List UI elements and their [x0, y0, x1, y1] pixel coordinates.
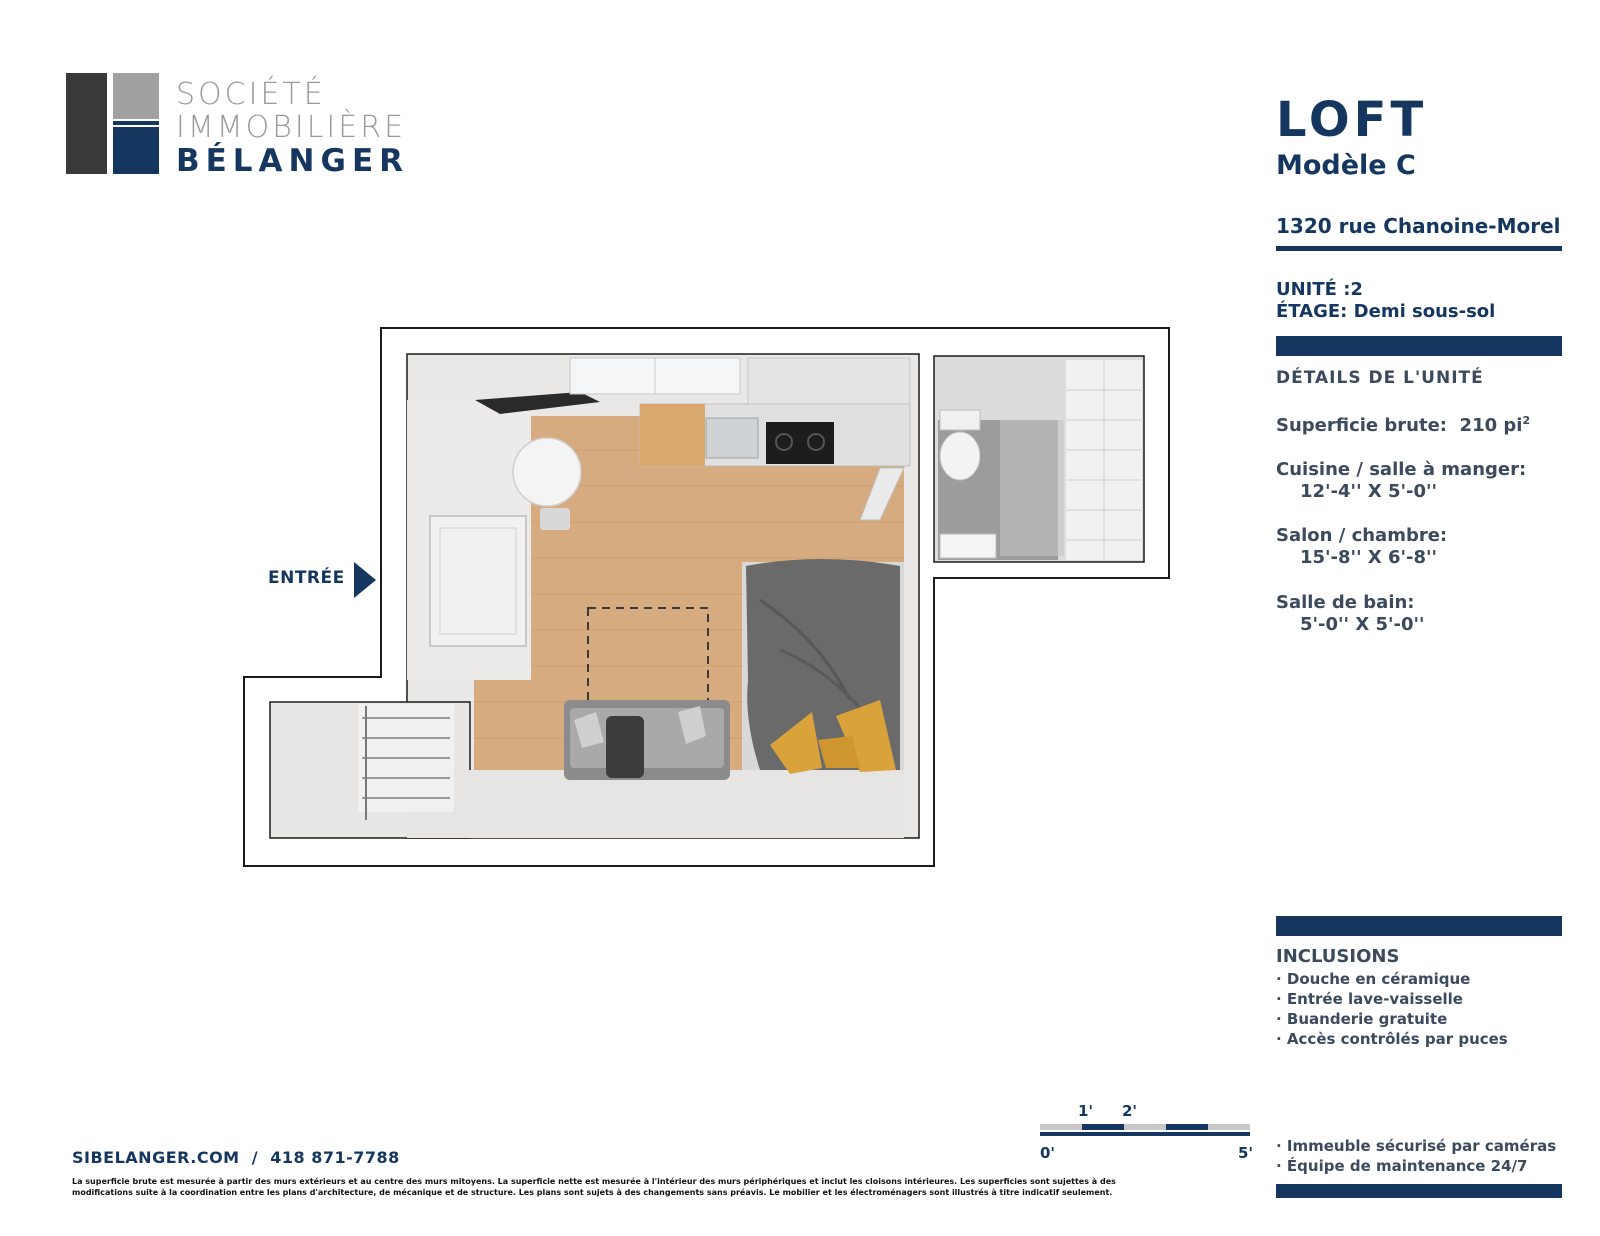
scale-label: 5'	[1238, 1144, 1254, 1162]
inclusion-text: Buanderie gratuite	[1286, 1010, 1448, 1028]
logo-text-line2: IMMOBILIÈRE	[176, 110, 407, 145]
area-label: Superficie brute:	[1276, 415, 1447, 436]
scale-baseline	[1040, 1132, 1250, 1136]
contact-line	[72, 1148, 400, 1167]
scale-label: 0'	[1040, 1144, 1056, 1162]
address: 1320 rue Chanoine-Morel	[1276, 214, 1561, 238]
inclusion-item: · Buanderie gratuite	[1276, 1010, 1448, 1028]
inclusion-text: Accès contrôlés par puces	[1286, 1030, 1508, 1048]
toilet-tank	[940, 410, 980, 430]
legal-disclaimer: La superficie brute est mesurée à partir des murs extérieurs et au centre des murs mitoyens. La superficie nette est mesurée à l'intérieur des murs périphériques et inclut les cloisons intérieures. Les superficies sont sujettes à des modifications suite à la coordination entre les plans d'architecture, de mécanique et de structure. Les plans sont sujets à des changements sans préavis. Le mobilier et les électroménagers sont illustrés à titre indicatif seulement.	[72, 1177, 1116, 1197]
scale-segment	[1166, 1124, 1208, 1130]
room-label: Salon / chambre:	[1276, 525, 1448, 546]
model-subtitle: Modèle C	[1276, 150, 1416, 181]
unit-value: 2	[1350, 279, 1363, 300]
sofa-throw	[606, 716, 644, 778]
logo-text-line1: SOCIÉTÉ	[176, 77, 326, 112]
upper-cabinets	[748, 358, 910, 404]
scale-segment	[1040, 1124, 1082, 1130]
scale-segment	[1124, 1124, 1166, 1130]
website-link[interactable]: SIBELANGER.COM	[72, 1148, 240, 1167]
chair	[540, 508, 570, 530]
sink	[706, 418, 758, 458]
phone-number[interactable]: 418 871-7788	[270, 1148, 400, 1167]
bath-vanity	[940, 534, 996, 558]
closet-shelving	[358, 704, 454, 820]
logo-text-line3: BÉLANGER	[176, 143, 409, 179]
room-dims: 15'-8'' X 6'-8''	[1300, 547, 1438, 568]
inclusion-text: Entrée lave-vaisselle	[1286, 990, 1463, 1008]
inclusion-text: Douche en céramique	[1286, 970, 1471, 988]
inclusion-item: · Immeuble sécurisé par caméras	[1276, 1137, 1557, 1155]
toilet	[940, 432, 980, 480]
room-dims: 5'-0'' X 5'-0''	[1300, 614, 1425, 635]
inclusion-text: Équipe de maintenance 24/7	[1286, 1157, 1528, 1175]
room-dims: 12'-4'' X 5'-0''	[1300, 481, 1438, 502]
floor-label: ÉTAGE:	[1276, 301, 1348, 322]
area-superscript: 2	[1522, 414, 1531, 427]
unit-type-title: LOFT	[1276, 92, 1428, 148]
floor-value: Demi sous-sol	[1353, 301, 1496, 322]
inclusion-item: · Accès contrôlés par puces	[1276, 1030, 1508, 1048]
contact-separator: /	[251, 1148, 259, 1167]
entry-label: ENTRÉE	[268, 568, 345, 588]
entry-arrow-icon	[354, 562, 376, 598]
shower-glass	[1000, 420, 1064, 556]
unit-label: UNITÉ :	[1276, 279, 1351, 300]
room-label: Salle de bain:	[1276, 592, 1415, 613]
scale-label: 2'	[1122, 1102, 1138, 1120]
inclusion-item: · Douche en céramique	[1276, 970, 1471, 988]
floor-band	[407, 770, 904, 838]
scale-segment	[1208, 1124, 1250, 1130]
inclusion-item: · Équipe de maintenance 24/7	[1276, 1157, 1528, 1175]
inclusion-text: Immeuble sécurisé par caméras	[1286, 1137, 1557, 1155]
inclusions-heading: INCLUSIONS	[1276, 946, 1400, 967]
area-value: 210 pi	[1459, 415, 1523, 436]
inclusion-item: · Entrée lave-vaisselle	[1276, 990, 1463, 1008]
room-label: Cuisine / salle à manger:	[1276, 459, 1527, 480]
scale-segment	[1082, 1124, 1124, 1130]
round-table	[513, 438, 581, 506]
wood-cabinet	[640, 404, 705, 466]
entry-door	[430, 516, 526, 646]
details-heading: DÉTAILS DE L'UNITÉ	[1276, 368, 1484, 388]
scale-label: 1'	[1078, 1102, 1094, 1120]
